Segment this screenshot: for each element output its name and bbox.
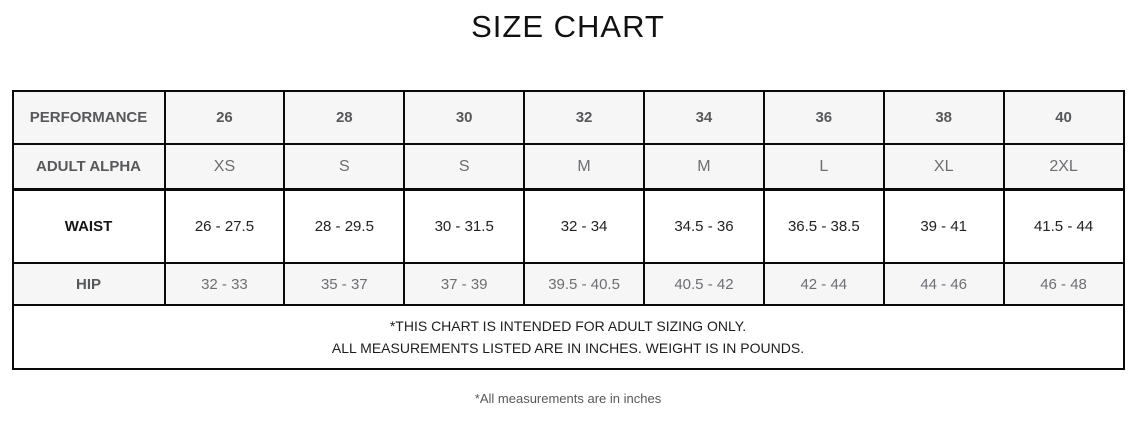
footnote-line-1: *THIS CHART IS INTENDED FOR ADULT SIZING ONLY.: [389, 318, 747, 334]
table-row-footnote: [13, 305, 1124, 369]
page-title: SIZE CHART: [471, 9, 665, 44]
waist-value-cell: 26 - 27.5: [165, 190, 285, 264]
adult-alpha-value-cell: S: [284, 144, 404, 190]
performance-value-cell: 36: [764, 91, 884, 144]
waist-value-cell: 41.5 - 44: [1004, 190, 1124, 264]
waist-value-cell: 34.5 - 36: [644, 190, 764, 264]
hip-value-cell: 40.5 - 42: [644, 263, 764, 305]
measurements-caption: *All measurements are in inches: [474, 391, 662, 406]
adult-alpha-label-cell: ADULT ALPHA: [13, 144, 165, 190]
performance-value-cell: 26: [165, 91, 285, 144]
size-chart-table: [12, 90, 1125, 370]
waist-value-cell: 36.5 - 38.5: [764, 190, 884, 264]
waist-value-cell: 32 - 34: [524, 190, 644, 264]
adult-alpha-value-cell: M: [524, 144, 644, 190]
footnote-cell: [13, 305, 1124, 369]
table-row-performance: [13, 91, 1124, 144]
performance-value-cell: 34: [644, 91, 764, 144]
hip-value-cell: 37 - 39: [404, 263, 524, 305]
performance-value-cell: 28: [284, 91, 404, 144]
adult-alpha-value-cell: M: [644, 144, 764, 190]
performance-value-cell: 38: [884, 91, 1004, 144]
table-row-hip: [13, 263, 1124, 305]
waist-value-cell: 28 - 29.5: [284, 190, 404, 264]
hip-label-cell: HIP: [13, 263, 165, 305]
adult-alpha-value-cell: S: [404, 144, 524, 190]
hip-value-cell: 32 - 33: [165, 263, 285, 305]
performance-value-cell: 40: [1004, 91, 1124, 144]
table-row-adult-alpha: [13, 144, 1124, 190]
waist-value-cell: 30 - 31.5: [404, 190, 524, 264]
performance-value-cell: 30: [404, 91, 524, 144]
adult-alpha-value-cell: L: [764, 144, 884, 190]
footnote-line-2: ALL MEASUREMENTS LISTED ARE IN INCHES. WEIGHT IS IN POUNDS.: [331, 340, 805, 356]
table-row-waist: [13, 190, 1124, 264]
waist-value-cell: 39 - 41: [884, 190, 1004, 264]
adult-alpha-value-cell: XS: [165, 144, 285, 190]
hip-value-cell: 42 - 44: [764, 263, 884, 305]
hip-value-cell: 39.5 - 40.5: [524, 263, 644, 305]
performance-value-cell: 32: [524, 91, 644, 144]
waist-label-cell: WAIST: [13, 190, 165, 264]
hip-value-cell: 44 - 46: [884, 263, 1004, 305]
performance-label-cell: PERFORMANCE: [13, 91, 165, 144]
hip-value-cell: 46 - 48: [1004, 263, 1124, 305]
adult-alpha-value-cell: 2XL: [1004, 144, 1124, 190]
hip-value-cell: 35 - 37: [284, 263, 404, 305]
adult-alpha-value-cell: XL: [884, 144, 1004, 190]
